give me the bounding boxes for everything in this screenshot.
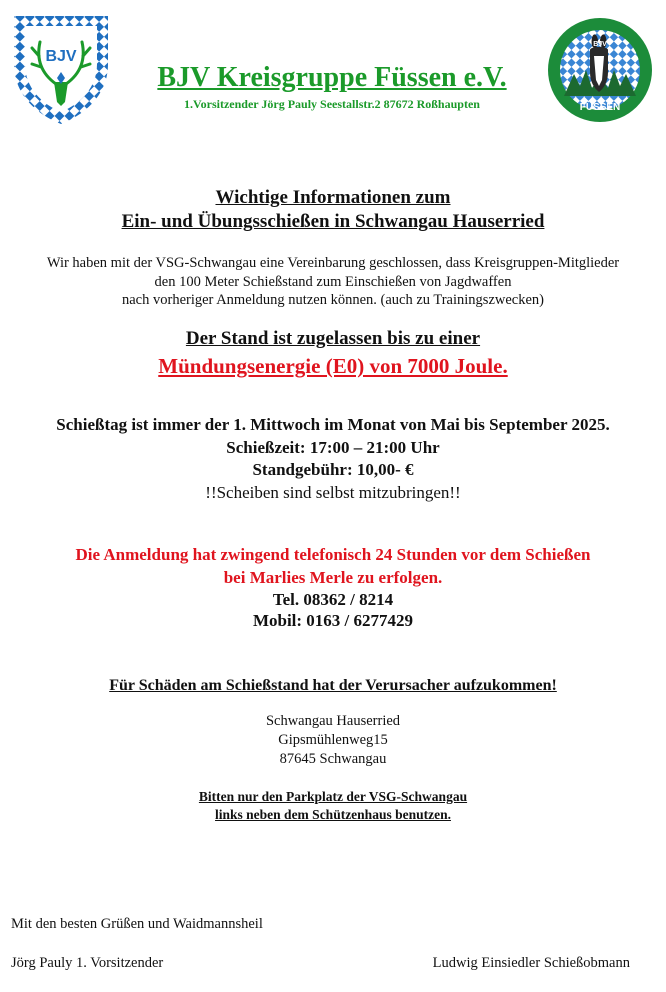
bjv-fuessen-badge-logo [546, 16, 654, 124]
shooting-day: Schießtag ist immer der 1. Mittwoch im Monat von Mai bis September 2025. [56, 415, 610, 434]
intro-line-1: Wir haben mit der VSG-Schwangau eine Vereinbarung geschlossen, dass Kreisgruppen-Mitglieder [46, 255, 620, 271]
stand-fee: Standgebühr: 10,00- € [252, 460, 414, 479]
signature-range-officer: Ludwig Einsiedler Schießobmann [432, 955, 630, 971]
intro-line-2: den 100 Meter Schießstand zum Einschießen von Jagdwaffen [154, 274, 512, 290]
svg-text:BJV: BJV [45, 48, 77, 65]
parking-line-2: links neben dem Schützenhaus benutzen. [215, 807, 451, 822]
approval-energy-limit: Mündungsenergie (E0) von 7000 Joule. [158, 354, 508, 378]
targets-notice: !!Scheiben sind selbst mitzubringen!! [205, 483, 461, 502]
bjv-shield-logo [10, 12, 112, 126]
phone-number: Tel. 08362 / 8214 [272, 590, 394, 609]
registration-line-1: Die Anmeldung hat zwingend telefonisch 24 Stunden vor dem Schießen [75, 545, 591, 564]
intro-line-3: nach vorheriger Anmeldung nutzen können. (auch zu Trainingszwecken) [122, 292, 544, 308]
address-line-3: 87645 Schwangau [279, 751, 387, 767]
organization-address: 1.Vorsitzender Jörg Pauly Seestallstr.2 87672 Roßhaupten [184, 97, 480, 111]
info-title-line-2: Ein- und Übungsschießen in Schwangau Hauserried [121, 211, 545, 232]
address-line-2: Gipsmühlenweg15 [278, 732, 388, 748]
svg-text:FÜSSEN: FÜSSEN [579, 102, 621, 113]
svg-text:BJV: BJV [593, 41, 607, 48]
organization-name: BJV Kreisgruppe Füssen e.V. [157, 62, 507, 93]
approval-line-1: Der Stand ist zugelassen bis zu einer [185, 328, 481, 349]
shooting-time: Schießzeit: 17:00 – 21:00 Uhr [226, 438, 440, 457]
signature-chairman: Jörg Pauly 1. Vorsitzender [11, 955, 164, 971]
address-line-1: Schwangau Hauserried [265, 713, 401, 729]
greeting: Mit den besten Grüßen und Waidmannsheil [11, 916, 263, 932]
info-title-line-1: Wichtige Informationen zum [215, 187, 451, 208]
registration-line-2: bei Marlies Merle zu erfolgen. [223, 568, 443, 587]
parking-line-1: Bitten nur den Parkplatz der VSG-Schwangau [198, 789, 468, 804]
liability-notice: Für Schäden am Schießstand hat der Verursacher aufzukommen! [109, 677, 557, 694]
mobile-number: Mobil: 0163 / 6277429 [252, 611, 414, 630]
